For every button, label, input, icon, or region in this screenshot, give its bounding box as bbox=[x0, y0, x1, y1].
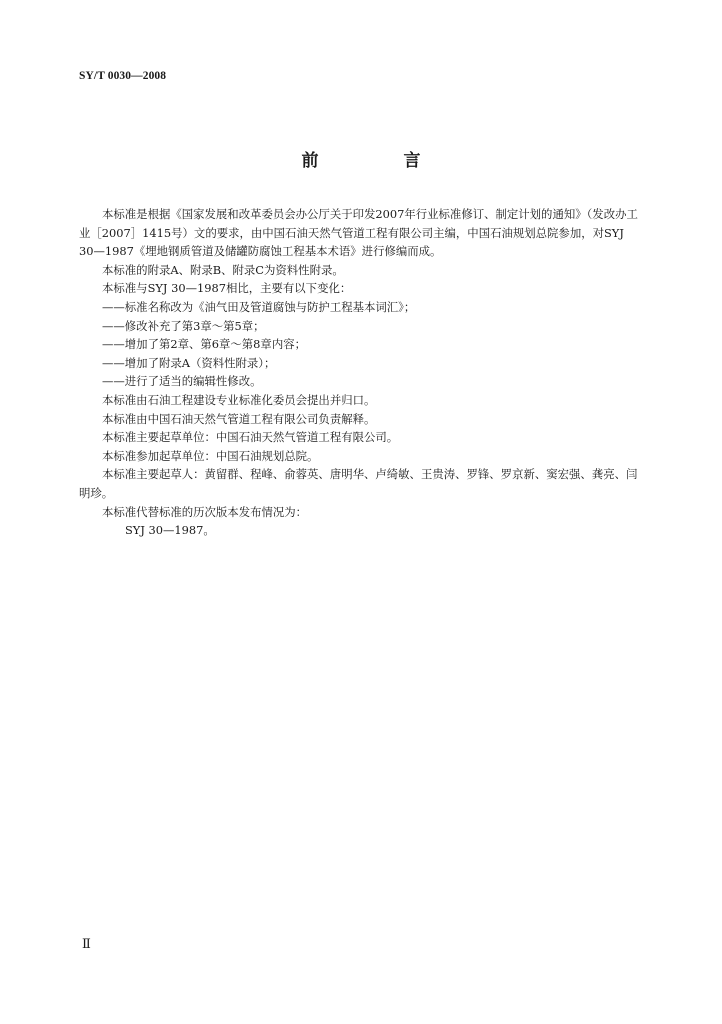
change-item: ——修改补充了第3章～第5章； bbox=[102, 318, 265, 333]
change-item: ——增加了附录A（资料性附录）； bbox=[102, 355, 276, 370]
page-number: Ⅱ bbox=[82, 936, 91, 951]
paragraph-changes-intro: 本标准与SYJ 30—1987相比，主要有以下变化： bbox=[102, 281, 352, 296]
paragraph-main-drafter: 本标准主要起草单位：中国石油天然气管道工程有限公司。 bbox=[102, 430, 399, 445]
paragraph-drafters: 本标准主要起草人：黄留群、程峰、俞蓉英、唐明华、卢绮敏、王贵涛、罗锋、罗京新、窦宏强、龚亮、闫明珍。 bbox=[79, 467, 638, 500]
paragraph-previous-edition: SYJ 30—1987。 bbox=[125, 523, 215, 538]
page-title: 前 言 bbox=[301, 151, 455, 171]
paragraph-editions: 本标准代替标准的历次版本发布情况为： bbox=[102, 504, 308, 519]
paragraph-basis: 本标准是根据《国家发展和改革委员会办公厅关于印发2007年行业标准修订、制定计划的通知》（发改办工业［2007］1415号）文的要求，由中国石油天然气管道工程有限公司主编，中国石油规划总院参加，对SYJ 30—1987《埋地钢质管道及储罐防腐蚀工程基本术语》进行修编而成。 bbox=[79, 207, 638, 259]
paragraph-interpreter: 本标准由中国石油天然气管道工程有限公司负责解释。 bbox=[102, 411, 376, 426]
change-item: ——进行了适当的编辑性修改。 bbox=[102, 374, 262, 389]
change-item: ——标准名称改为《油气田及管道腐蚀与防护工程基本词汇》； bbox=[102, 299, 416, 314]
paragraph-proposer: 本标准由石油工程建设专业标准化委员会提出并归口。 bbox=[102, 392, 376, 407]
paragraph-appendix: 本标准的附录A、附录B、附录C为资料性附录。 bbox=[102, 262, 344, 277]
paragraph-participating-drafter: 本标准参加起草单位：中国石油规划总院。 bbox=[102, 448, 319, 463]
foreword-body bbox=[79, 205, 639, 540]
change-item: ——增加了第2章、第6章～第8章内容； bbox=[102, 337, 306, 352]
standard-code: SY/T 0030—2008 bbox=[79, 70, 167, 82]
